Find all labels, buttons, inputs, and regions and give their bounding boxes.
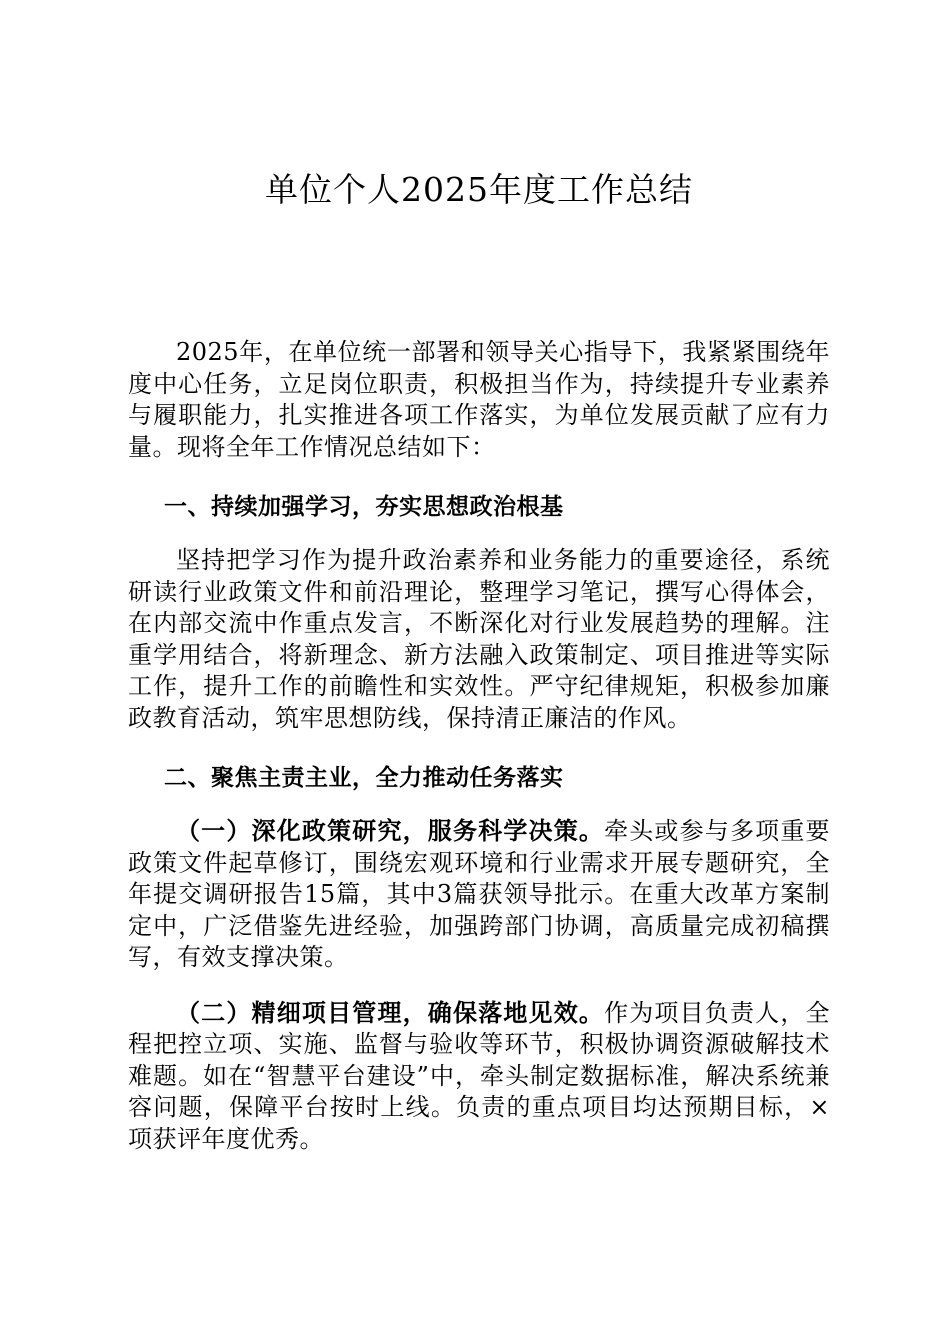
section-1-paragraph: 坚持把学习作为提升政治素养和业务能力的重要途径，系统研读行业政策文件和前沿理论，整理学习笔记，撰写心得体会，在内部交流中作重点发言，不断深化对行业发展趋势的理解。注重学用结合，将新理念、新方法融入政策制定、项目推进等实际工作，提升工作的前瞻性和实效性。严守纪律规矩，积极参加廉政教育活动，筑牢思想防线，保持清正廉洁的作风。 — [128, 546, 830, 732]
intro-paragraph: 2025年，在单位统一部署和领导关心指导下，我紧紧围绕年度中心任务，立足岗位职责，积极担当作为，持续提升专业素养与履职能力，扎实推进各项工作落实，为单位发展贡献了应有力量。现将全年工作情况总结如下： — [128, 338, 830, 461]
item-1-lead: （一）深化政策研究，服务科学决策。 — [176, 817, 605, 845]
document-title: 单位个人2025年度工作总结 — [265, 170, 693, 209]
item-1-text: 牵头或参与多项重要政策文件起草修订，围绕宏观环境和行业需求开展专题研究，全年提交调研报告15篇，其中3篇获领导批示。在重大改革方案制定中，广泛借鉴先进经验，加强跨部门协调，高质量完成初稿撰写，有效支撑决策。 — [128, 817, 831, 971]
section-heading-1: 一、持续加强学习，夯实思想政治根基 — [164, 494, 564, 520]
document-body — [128, 337, 830, 1155]
section-2-item-2 — [128, 998, 830, 1156]
item-2-text: 作为项目负责人，全程把控立项、实施、监督与验收等环节，积极协调资源破解技术难题。如在“智慧平台建设”中，牵头制定数据标准，解决系统兼容问题，保障平台按时上线。负责的重点项目均达预期目标，×项获评年度优秀。 — [128, 998, 831, 1153]
section-2-item-1 — [128, 816, 830, 974]
item-2-lead: （二）精细项目管理，确保落地见效。 — [176, 998, 605, 1027]
section-heading-2: 二、聚焦主责主业，全力推动任务落实 — [164, 765, 564, 791]
